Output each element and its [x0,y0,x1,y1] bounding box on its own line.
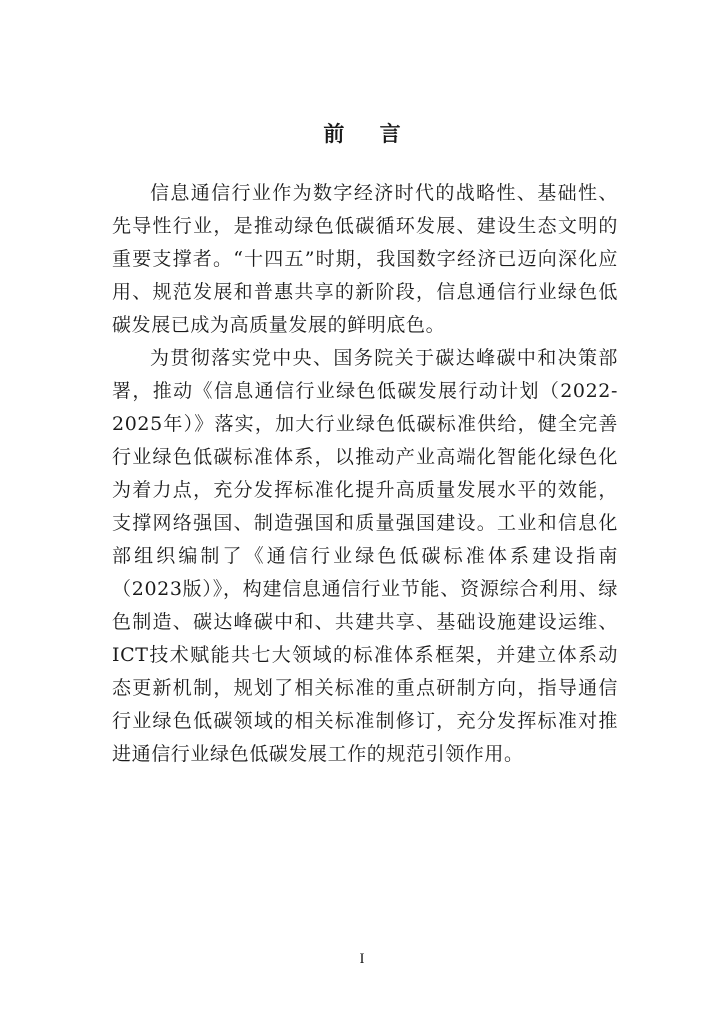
page-title: 前 言 [323,122,415,146]
paragraph-1: 信息通信行业作为数字经济时代的战略性、基础性、先导性行业，是推动绿色低碳循环发展、建设生态文明的重要支撑者。“十四五”时期，我国数字经济已迈向深化应用、规范发展和普惠共享的新阶段，信息通信行业绿色低碳发展已成为高质量发展的鲜明底色。 [112,182,618,336]
page-number: I [359,951,365,967]
paragraph-2: 为贯彻落实党中央、国务院关于碳达峰碳中和决策部署，推动《信息通信行业绿色低碳发展行动计划（2022-2025年）》落实，加大行业绿色低碳标准供给，健全完善行业绿色低碳标准体系，以推动产业高端化智能化绿色化为着力点，充分发挥标准化提升高质量发展水平的效能，支撑网络强国、制造强国和质量强国建设。工业和信息化部组织编制了《通信行业绿色低碳标准体系建设指南（2023版）》，构建信息通信行业节能、资源综合利用、绿色制造、碳达峰碳中和、共建共享、基础设施建设运维、ICT技术赋能共七大领域的标准体系框架，并建立体系动态更新机制，规划了相关标准的重点研制方向，指导通信行业绿色低碳领域的相关标准制修订，充分发挥标准对推进通信行业绿色低碳发展工作的规范引领作用。 [112,347,618,765]
preface-body [112,177,618,771]
